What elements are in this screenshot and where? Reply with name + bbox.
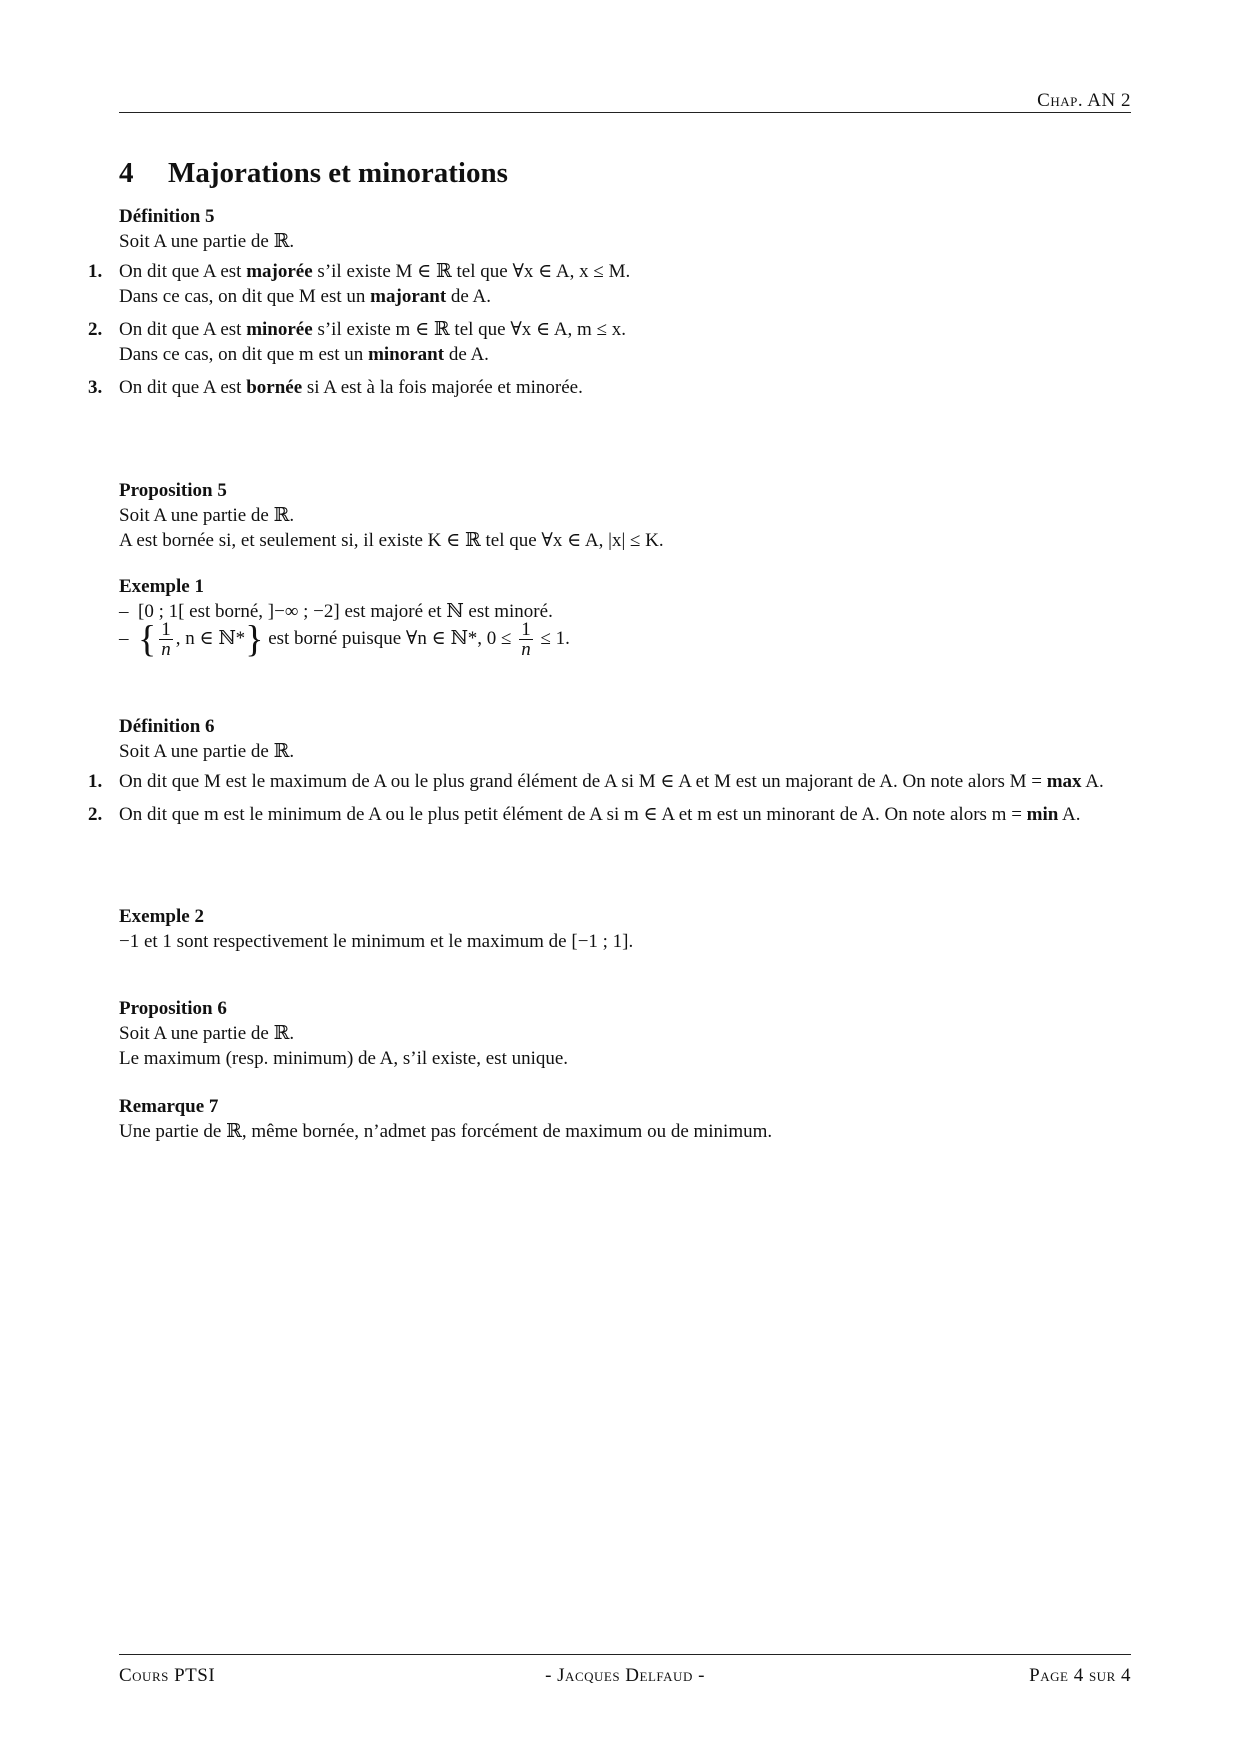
example-1-line-2: – { $\frac{1}{n}$ , n ∈ ℕ*} est borné puisque ∀n ∈ ℕ*, 0 ≤ $\frac{1}{n}$ ≤ 1. [119, 618, 570, 661]
proposition-5-statement: A est bornée si, et seulement si, il existe K ∈ ℝ tel que ∀x ∈ A, |x| ≤ K. [119, 530, 664, 551]
definition-5-title: Définition 5 [119, 206, 215, 227]
footer-course: Cours PTSI [119, 1665, 216, 1686]
proposition-6 [119, 996, 1131, 1071]
section-title: Majorations et minorations [168, 157, 508, 189]
example-1 [119, 574, 1131, 659]
section-heading [119, 155, 508, 191]
remark-7 [119, 1094, 1131, 1144]
example-2-title: Exemple 2 [119, 906, 204, 927]
section-number: 4 [119, 157, 134, 189]
list-item: 2. On dit que m est le minimum de A ou le plus petit élément de A si m ∈ A et m est un minorant de A. On note alors m = min A. [88, 804, 1081, 825]
example-1-title: Exemple 1 [119, 576, 204, 597]
proposition-6-intro: Soit A une partie de ℝ. [119, 1023, 295, 1044]
definition-6-title: Définition 6 [119, 716, 215, 737]
definition-6-intro: Soit A une partie de ℝ. [119, 741, 295, 762]
definition-6 [88, 714, 1131, 835]
list-item: 1. On dit que M est le maximum de A ou le plus grand élément de A si M ∈ A et M est un majorant de A. On note alors M = max A. [88, 771, 1104, 792]
proposition-6-statement: Le maximum (resp. minimum) de A, s’il existe, est unique. [119, 1048, 569, 1069]
page-header [119, 88, 1131, 113]
footer-author: - Jacques Delfaud - [545, 1665, 705, 1686]
list-item: 1. On dit que A est majorée s’il existe M ∈ ℝ tel que ∀x ∈ A, x ≤ M. Dans ce cas, on dit que M est un majorant de A. [88, 261, 631, 307]
definition-5 [88, 204, 1131, 408]
example-2 [119, 904, 1131, 954]
remark-7-title: Remarque 7 [119, 1096, 219, 1117]
example-1-line-1: – [0 ; 1[ est borné, ]−∞ ; −2] est majoré et ℕ est minoré. [119, 601, 553, 622]
list-item: 2. On dit que A est minorée s’il existe m ∈ ℝ tel que ∀x ∈ A, m ≤ x. Dans ce cas, on dit que m est un minorant de A. [88, 319, 627, 365]
proposition-5 [119, 478, 1131, 553]
chapter-label: Chap. AN 2 [1037, 90, 1131, 111]
footer-page-number: Page 4 sur 4 [1029, 1665, 1131, 1686]
remark-7-text: Une partie de ℝ, même bornée, n’admet pas forcément de maximum ou de minimum. [119, 1121, 773, 1142]
proposition-6-title: Proposition 6 [119, 998, 227, 1019]
page-footer [119, 1654, 1131, 1686]
list-item: 3. On dit que A est bornée si A est à la fois majorée et minorée. [88, 377, 583, 398]
example-2-text: −1 et 1 sont respectivement le minimum et le maximum de [−1 ; 1]. [119, 931, 634, 952]
definition-5-intro: Soit A une partie de ℝ. [119, 231, 295, 252]
proposition-5-intro: Soit A une partie de ℝ. [119, 505, 295, 526]
proposition-5-title: Proposition 5 [119, 480, 227, 501]
